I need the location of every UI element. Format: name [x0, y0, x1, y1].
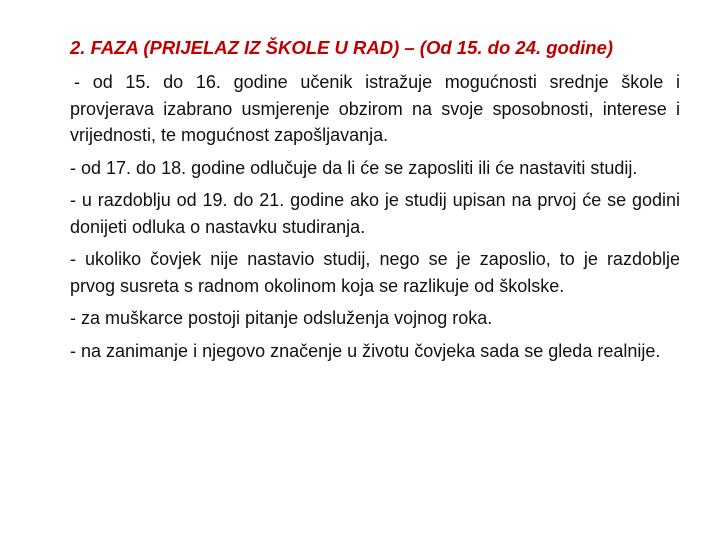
slide-title: 2. FAZA (PRIJELAZ IZ ŠKOLE U RAD) – (Od 15. do 24. godine) [70, 37, 614, 58]
paragraph-ages-15-16: - od 15. do 16. godine učenik istražuje mogućnosti srednje škole i provjerava izabrano usmjerenje obzirom na svoje sposobnosti, interese i vrijednosti, te mogućnost zapošljavanja. [70, 72, 680, 145]
slide-body [70, 69, 680, 370]
paragraph-ages-19-21: - u razdoblju od 19. do 21. godine ako je studij upisan na prvoj će se godini donijeti odluka o nastavku studiranja. [70, 190, 680, 237]
paragraph-occupation-view: - na zanimanje i njegovo značenje u životu čovjeka sada se gleda realnije. [70, 340, 661, 361]
paragraph-first-job: - ukoliko čovjek nije nastavio studij, nego se je zaposlio, to je razdoblje prvog susreta s radnom okolinom koja se razlikuje od školske. [70, 249, 680, 296]
paragraph-ages-17-18: - od 17. do 18. godine odlučuje da li će se zaposliti ili će nastaviti studij. [70, 157, 638, 178]
paragraph-military-service: - za muškarce postoji pitanje odsluženja vojnog roka. [70, 308, 493, 328]
